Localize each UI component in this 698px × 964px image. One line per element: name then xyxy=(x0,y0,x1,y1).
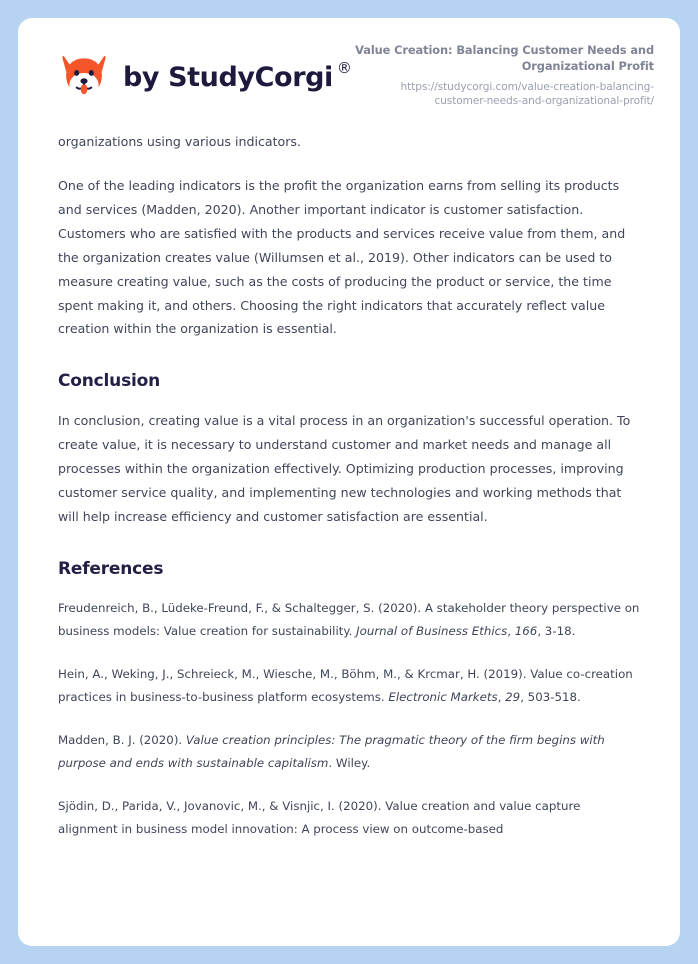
heading-references: References xyxy=(58,558,164,579)
registered-trademark-icon: ® xyxy=(336,58,352,77)
corgi-logo-icon xyxy=(58,51,110,103)
reference-text-part: , xyxy=(497,689,506,704)
document-content xyxy=(18,130,680,841)
reference-text-part: Madden, B. J. (2020). xyxy=(58,732,186,747)
reference-text-part: . Wiley. xyxy=(328,755,371,770)
document-page xyxy=(18,18,680,946)
reference-item xyxy=(58,795,640,841)
brand-logo xyxy=(58,51,352,103)
reference-source-title: Journal of Business Ethics xyxy=(356,623,508,638)
paragraph-indicators: One of the leading indicators is the profit the organization earns from selling its products and services (Madden, 2020). Another important indicator is customer satisfaction. Customers who are satisfied with the products and services receive value from them, and the organization creates value (Willumsen et al., 2019). Other indicators can be used to measure creating value, such as the costs of producing the product or service, the time spent making it, and others. Choosing the right indicators that accurately reflect value creation within the organization is essential. xyxy=(58,177,626,337)
reference-source-title: Electronic Markets xyxy=(388,689,498,704)
page-header xyxy=(18,18,680,130)
reference-item xyxy=(58,663,640,709)
reference-text-part: , 503-518. xyxy=(520,689,581,704)
reference-volume: 29 xyxy=(505,689,521,704)
reference-item xyxy=(58,597,640,643)
reference-text-part: Freudenreich, B., Lüdeke-Freund, F., & Schaltegger, S. (2020). A stakeholder theory perspective on business models: Value creation for sustainability. xyxy=(58,600,640,638)
reference-text-part: Hein, A., Weking, J., Schreieck, M., Wiesche, M., Böhm, M., & Krcmar, H. (2019). Value co-creation practices in business-to-business platform ecosystems. xyxy=(58,666,633,704)
brand-wordmark xyxy=(123,58,352,93)
brand-name: by StudyCorgi xyxy=(123,61,333,93)
heading-conclusion: Conclusion xyxy=(58,371,160,392)
reference-source-title: Value creation principles: The pragmatic theory of the firm begins with purpose and ends with sustainable capitalism xyxy=(58,732,605,770)
reference-item xyxy=(58,729,640,775)
document-meta xyxy=(352,43,655,108)
reference-text-part: , 3-18. xyxy=(537,623,576,638)
reference-text-part: Sjödin, D., Parida, V., Jovanovic, M., & Visnjic, I. (2020). Value creation and value capture alignment in business model innovation: A process view on outcome-based xyxy=(58,798,581,836)
reference-text-part: , xyxy=(507,623,515,638)
references-list xyxy=(58,597,640,841)
paragraph-conclusion: In conclusion, creating value is a vital process in an organization's successful operation. To create value, it is necessary to understand customer and market needs and manage all processes within the organization effectively. Optimizing production processes, improving customer service quality, and implementing new technologies and working methods that will help increase efficiency and customer satisfaction are essential. xyxy=(58,413,631,525)
reference-volume: 166 xyxy=(514,623,538,638)
paragraph-continued: organizations using various indicators. xyxy=(58,134,301,149)
document-url[interactable]: https://studycorgi.com/value-creation-balancing-customer-needs-and-organizational-profit/ xyxy=(400,81,654,108)
document-title: Value Creation: Balancing Customer Needs and Organizational Profit xyxy=(355,43,654,73)
